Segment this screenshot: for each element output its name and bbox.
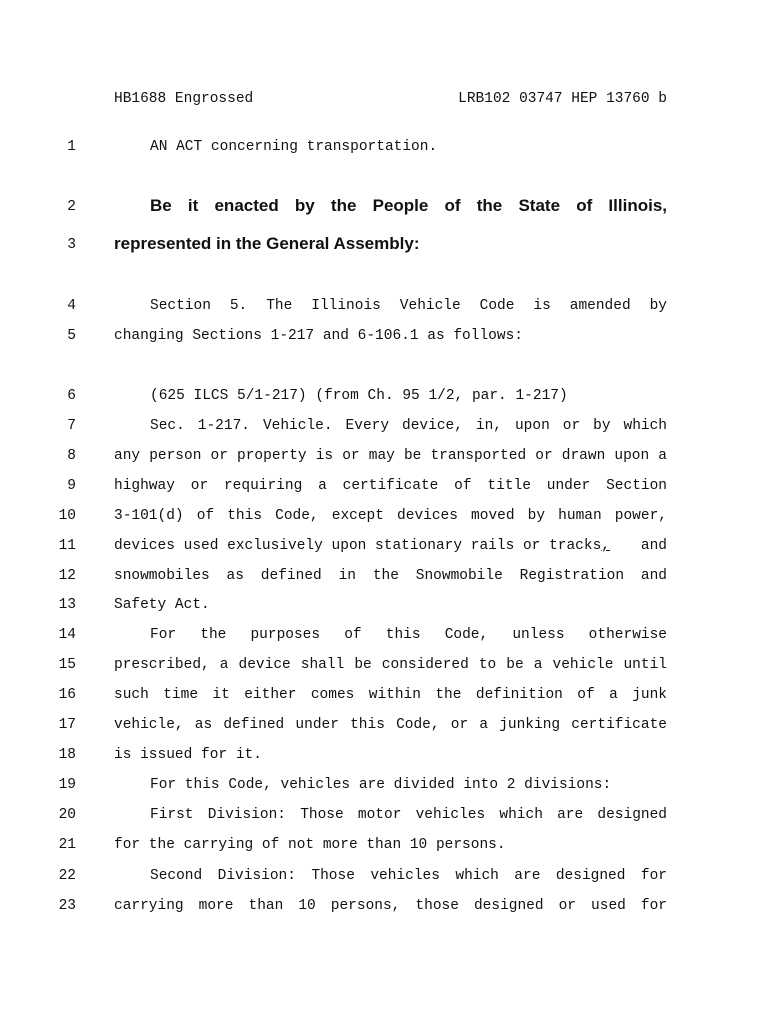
- line-number: 21: [58, 837, 76, 853]
- line-number: 22: [58, 868, 76, 884]
- enacting-title: AN ACT concerning transportation.: [150, 139, 438, 155]
- text-line: changing Sections 1-217 and 6-106.1 as follows:: [114, 328, 523, 344]
- enacting-clause: represented in the General Assembly:: [114, 234, 420, 253]
- text-line: is issued for it.: [114, 747, 262, 763]
- line-number: 2: [67, 199, 76, 215]
- header-lrb-code: LRB102 03747 HEP 13760 b: [458, 91, 667, 107]
- line-number: 8: [67, 448, 76, 464]
- line-number: 6: [67, 388, 76, 404]
- underlined-insertion: ,: [601, 538, 610, 554]
- text-line: Section 5. The Illinois Vehicle Code is amended by: [150, 298, 667, 314]
- text-line: Second Division: Those vehicles which are designed for: [150, 868, 667, 884]
- line-number: 14: [58, 627, 76, 643]
- text-line: snowmobiles as defined in the Snowmobile Registration and: [114, 568, 667, 584]
- text-line: prescribed, a device shall be considered to be a vehicle until: [114, 657, 667, 673]
- line-number: 12: [58, 568, 76, 584]
- text-line: First Division: Those motor vehicles which are designed: [150, 807, 667, 823]
- line-number: 4: [67, 298, 76, 314]
- text-line: [114, 538, 667, 554]
- line-number: 18: [58, 747, 76, 763]
- text-line: For the purposes of this Code, unless otherwise: [150, 627, 667, 643]
- line-number: 20: [58, 807, 76, 823]
- text-segment: devices used exclusively upon stationary rails or tracks: [114, 538, 602, 554]
- text-line: For this Code, vehicles are divided into 2 divisions:: [150, 777, 612, 793]
- line-number: 1: [67, 139, 76, 155]
- line-number: 19: [58, 777, 76, 793]
- statute-citation: (625 ILCS 5/1-217) (from Ch. 95 1/2, par. 1-217): [150, 388, 568, 404]
- line-number: 23: [58, 898, 76, 914]
- line-number: 17: [58, 717, 76, 733]
- text-line: Safety Act.: [114, 597, 210, 613]
- text-segment: and: [640, 538, 667, 554]
- text-line: Sec. 1-217. Vehicle. Every device, in, upon or by which: [150, 418, 667, 434]
- text-line: any person or property is or may be transported or drawn upon a: [114, 448, 667, 464]
- text-segment: [114, 538, 610, 554]
- text-line: highway or requiring a certificate of title under Section: [114, 478, 667, 494]
- text-line: such time it either comes within the definition of a junk: [114, 687, 667, 703]
- header-bill-id: HB1688 Engrossed: [114, 91, 254, 107]
- line-number: 11: [58, 538, 76, 554]
- line-number: 9: [67, 478, 76, 494]
- line-number: 13: [58, 597, 76, 613]
- line-number: 10: [58, 508, 76, 524]
- text-line: carrying more than 10 persons, those designed or used for: [114, 898, 667, 914]
- text-line: 3-101(d) of this Code, except devices moved by human power,: [114, 508, 667, 524]
- text-line: for the carrying of not more than 10 persons.: [114, 837, 506, 853]
- line-number: 7: [67, 418, 76, 434]
- enacting-clause: Be it enacted by the People of the State of Illinois,: [150, 196, 667, 215]
- line-number: 15: [58, 657, 76, 673]
- line-number: 16: [58, 687, 76, 703]
- line-number: 3: [67, 237, 76, 253]
- text-line: vehicle, as defined under this Code, or a junking certificate: [114, 717, 667, 733]
- line-number: 5: [67, 328, 76, 344]
